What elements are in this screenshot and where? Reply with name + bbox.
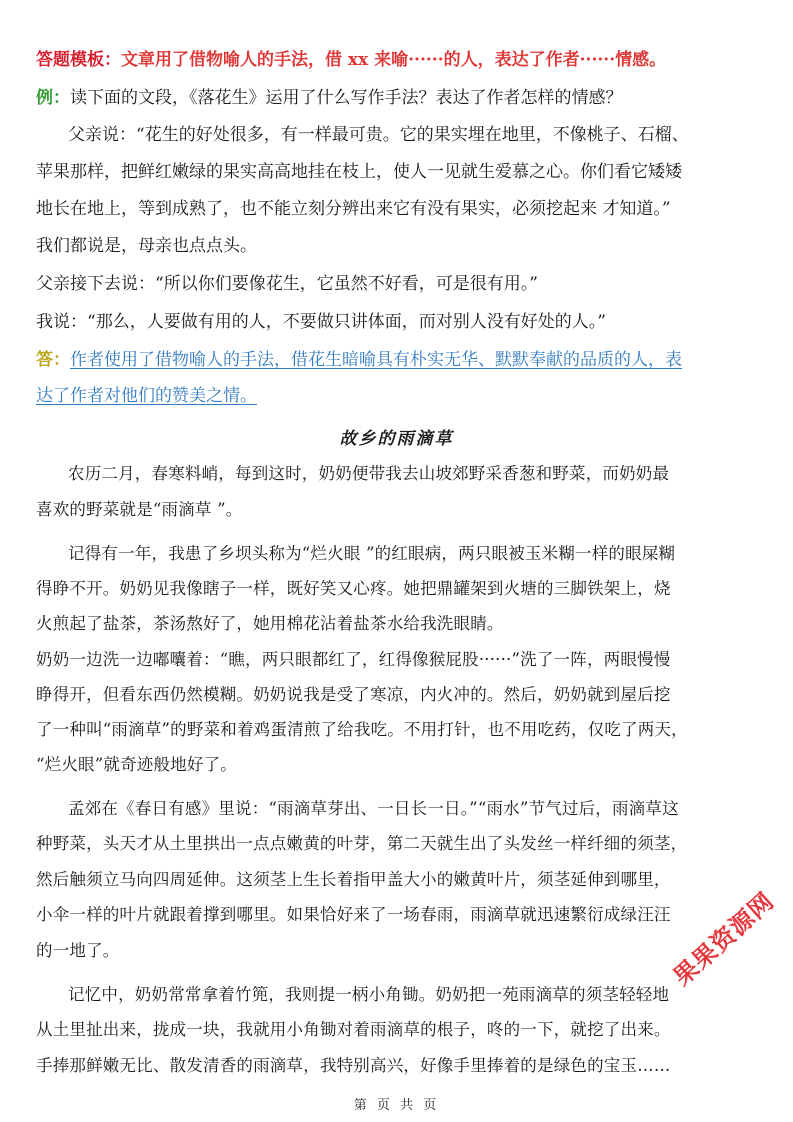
answer-text: 达了作者对他们的赞美之情。 [36, 386, 257, 406]
story-line: 小伞一样的叶片就跟着撑到哪里。如果恰好来了一场春雨，雨滴草就迅速繁衍成绿汪汪 [36, 905, 671, 924]
story-line: 孟郊在《春日有感》里说：“雨滴草芽出、一日长一日。”“雨水”节气过后，雨滴草这 [68, 799, 679, 818]
story-line: 奶奶一边洗一边嘟囔着：“瞧，两只眼都红了，红得像猴屁股······”洗了一阵，两眼慢慢 [36, 650, 671, 669]
story-line: 睁得开，但看东西仍然模糊。奶奶说我是受了寒凉，内火冲的。然后，奶奶就到屋后挖 [36, 685, 671, 704]
story-line: 然后触须立马向四周延伸。这须茎上生长着指甲盖大小的嫩黄叶片，须茎延伸到哪里， [36, 870, 671, 889]
story-line: 手捧那鲜嫩无比、散发清香的雨滴草，我特别高兴，好像手里捧着的是绿色的宝玉…… [36, 1056, 671, 1075]
template-label: 答题模板： [36, 50, 121, 70]
story-line: “烂火眼”就奇迹般地好了。 [36, 755, 237, 774]
answer-template [36, 48, 760, 72]
story-line: 得睁不开。奶奶见我像瞎子一样，既好笑又心疼。她把鼎罐架到火塘的三脚铁架上，烧 [36, 579, 671, 598]
story-line: 从土里扯出来，拢成一块，我就用小角锄对着雨滴草的根子，咚的一下，就挖了出来。 [36, 1020, 671, 1039]
story-line: 火煎起了盐茶，茶汤熬好了，她用棉花沾着盐茶水给我洗眼睛。 [36, 614, 504, 633]
example-line: 我们都说是，母亲也点点头。 [36, 236, 257, 256]
answer-label: 答： [36, 350, 70, 370]
story-line: 记忆中，奶奶常常拿着竹篼，我则提一柄小角锄。奶奶把一苑雨滴草的须茎轻轻地 [68, 985, 670, 1004]
example-question [36, 86, 760, 110]
page-footer: 第 页 共 页 [353, 1098, 440, 1113]
story-line: 记得有一年，我患了乡坝头称为“烂火眼 ”的红眼病，两只眼被玉米糊一样的眼屎糊 [68, 544, 676, 563]
example-line: 苹果那样，把鲜红嫩绿的果实高高地挂在枝上，使人一见就生爱慕之心。你们看它矮矮 [36, 162, 682, 182]
story-line: 农历二月，春寒料峭，每到这时，奶奶便带我去山坡郊野采香葱和野菜，而奶奶最 [68, 464, 670, 483]
answer-text: 作者使用了借物喻人的手法，借花生暗喻具有朴实无华、默默奉献的品质的人，表 [70, 350, 682, 370]
example-line: 我说：“那么，人要做有用的人，不要做只讲体面，而对别人没有好处的人。” [36, 312, 606, 332]
story-line: 了一种叫“雨滴草”的野菜和着鸡蛋清煎了给我吃。不用打针，也不用吃药，仅吃了两天， [36, 720, 688, 739]
template-text: 文章用了借物喻人的手法，借 xx 来喻······的人，表达了作者······情感。 [121, 50, 667, 70]
example-line: 父亲说：“花生的好处很多，有一样最可贵。它的果实埋在地里，不像桃子、石榴、 [68, 125, 689, 145]
story-line: 的一地了。 [36, 941, 120, 960]
example-line: 地长在地上，等到成熟了，也不能立刻分辨出来它有没有果实，必须挖起来 才知道。” [36, 199, 671, 219]
story-title: 故乡的雨滴草 [339, 429, 454, 449]
answer-line-2 [36, 384, 760, 408]
watermark: 果果资源网 [668, 886, 780, 992]
example-question-text: 读下面的文段，《落花生》运用了什么写作手法？表达了作者怎样的情感？ [70, 88, 623, 108]
answer-line-1 [36, 348, 760, 372]
example-label: 例： [36, 88, 70, 108]
story-line: 喜欢的野菜就是“雨滴草 ”。 [36, 500, 243, 519]
story-line: 种野菜，头天才从土里拱出一点点嫩黄的叶芽，第二天就生出了头发丝一样纤细的须茎， [36, 834, 688, 853]
example-line: 父亲接下去说：“所以你们要像花生，它虽然不好看，可是很有用。” [36, 274, 538, 294]
